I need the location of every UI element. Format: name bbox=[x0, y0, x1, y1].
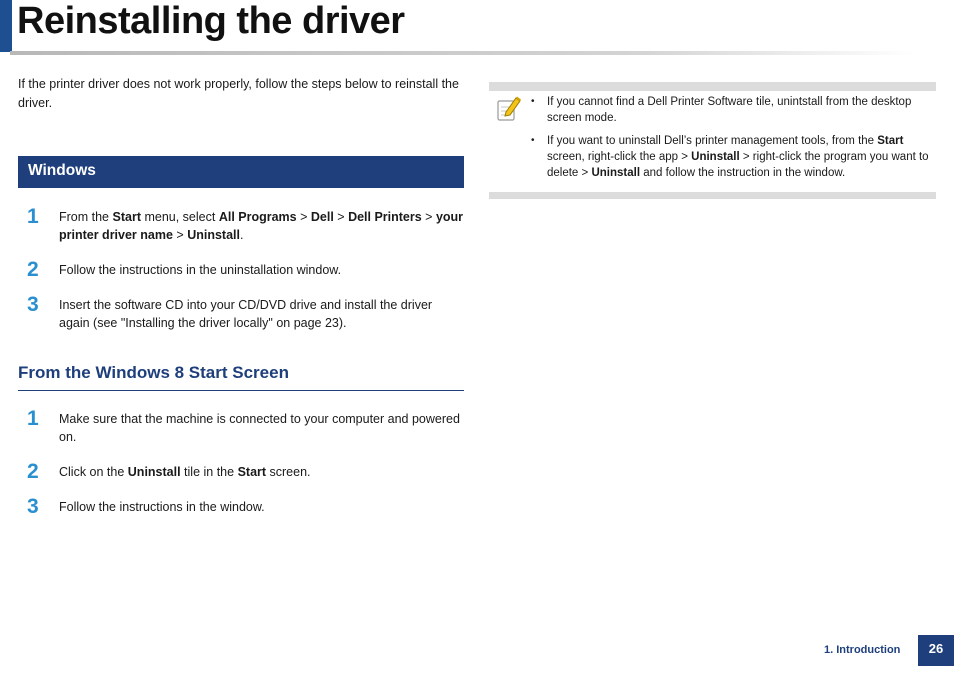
note-bullet-text: If you cannot find a Dell Printer Software tile, unintstall from the desktop screen mode. bbox=[547, 96, 912, 124]
footer-chapter-label: 1. Introduction bbox=[824, 644, 901, 656]
step-number: 2 bbox=[27, 258, 39, 281]
step-text: Follow the instructions in the uninstallation window. bbox=[59, 263, 342, 277]
step-text: Insert the software CD into your CD/DVD drive and install the driver again (see "Installing the driver locally" on page 23). bbox=[59, 298, 433, 330]
note-bullet bbox=[531, 133, 935, 181]
section-heading-windows bbox=[18, 156, 464, 188]
title-accent-bar bbox=[0, 0, 12, 52]
intro-paragraph: If the printer driver does not work properly, follow the steps below to reinstall the driver. bbox=[18, 77, 459, 110]
step-number: 3 bbox=[27, 495, 39, 518]
note-bullet-text: If you want to uninstall Dell’s printer management tools, from the Start screen, right-click the app > Uninstall > right-click the program you want to delete > Uninstall and follow the instruction in the window. bbox=[547, 135, 929, 179]
note-list bbox=[531, 94, 935, 188]
page-title: Reinstalling the driver bbox=[17, 0, 405, 42]
title-divider bbox=[10, 51, 915, 55]
page-number: 26 bbox=[918, 635, 954, 666]
bullet-icon: • bbox=[531, 96, 535, 107]
section-heading-label: Windows bbox=[28, 162, 96, 179]
step-text: Make sure that the machine is connected to your computer and powered on. bbox=[59, 412, 460, 444]
note-box bbox=[489, 82, 936, 199]
note-bullet bbox=[531, 94, 935, 126]
step-number: 2 bbox=[27, 460, 39, 483]
step-text: Click on the Uninstall tile in the Start screen. bbox=[59, 465, 311, 479]
subheading-label: From the Windows 8 Start Screen bbox=[18, 363, 289, 382]
step-number: 1 bbox=[27, 205, 39, 228]
step-text: Follow the instructions in the window. bbox=[59, 500, 265, 514]
bullet-icon: • bbox=[531, 135, 535, 146]
step-number: 3 bbox=[27, 293, 39, 316]
note-pencil-icon bbox=[496, 95, 522, 123]
step-number: 1 bbox=[27, 407, 39, 430]
section-heading-windows8 bbox=[18, 363, 464, 391]
step-text: From the Start menu, select All Programs > Dell > Dell Printers > your printer driver name > Uninstall. bbox=[59, 210, 464, 242]
